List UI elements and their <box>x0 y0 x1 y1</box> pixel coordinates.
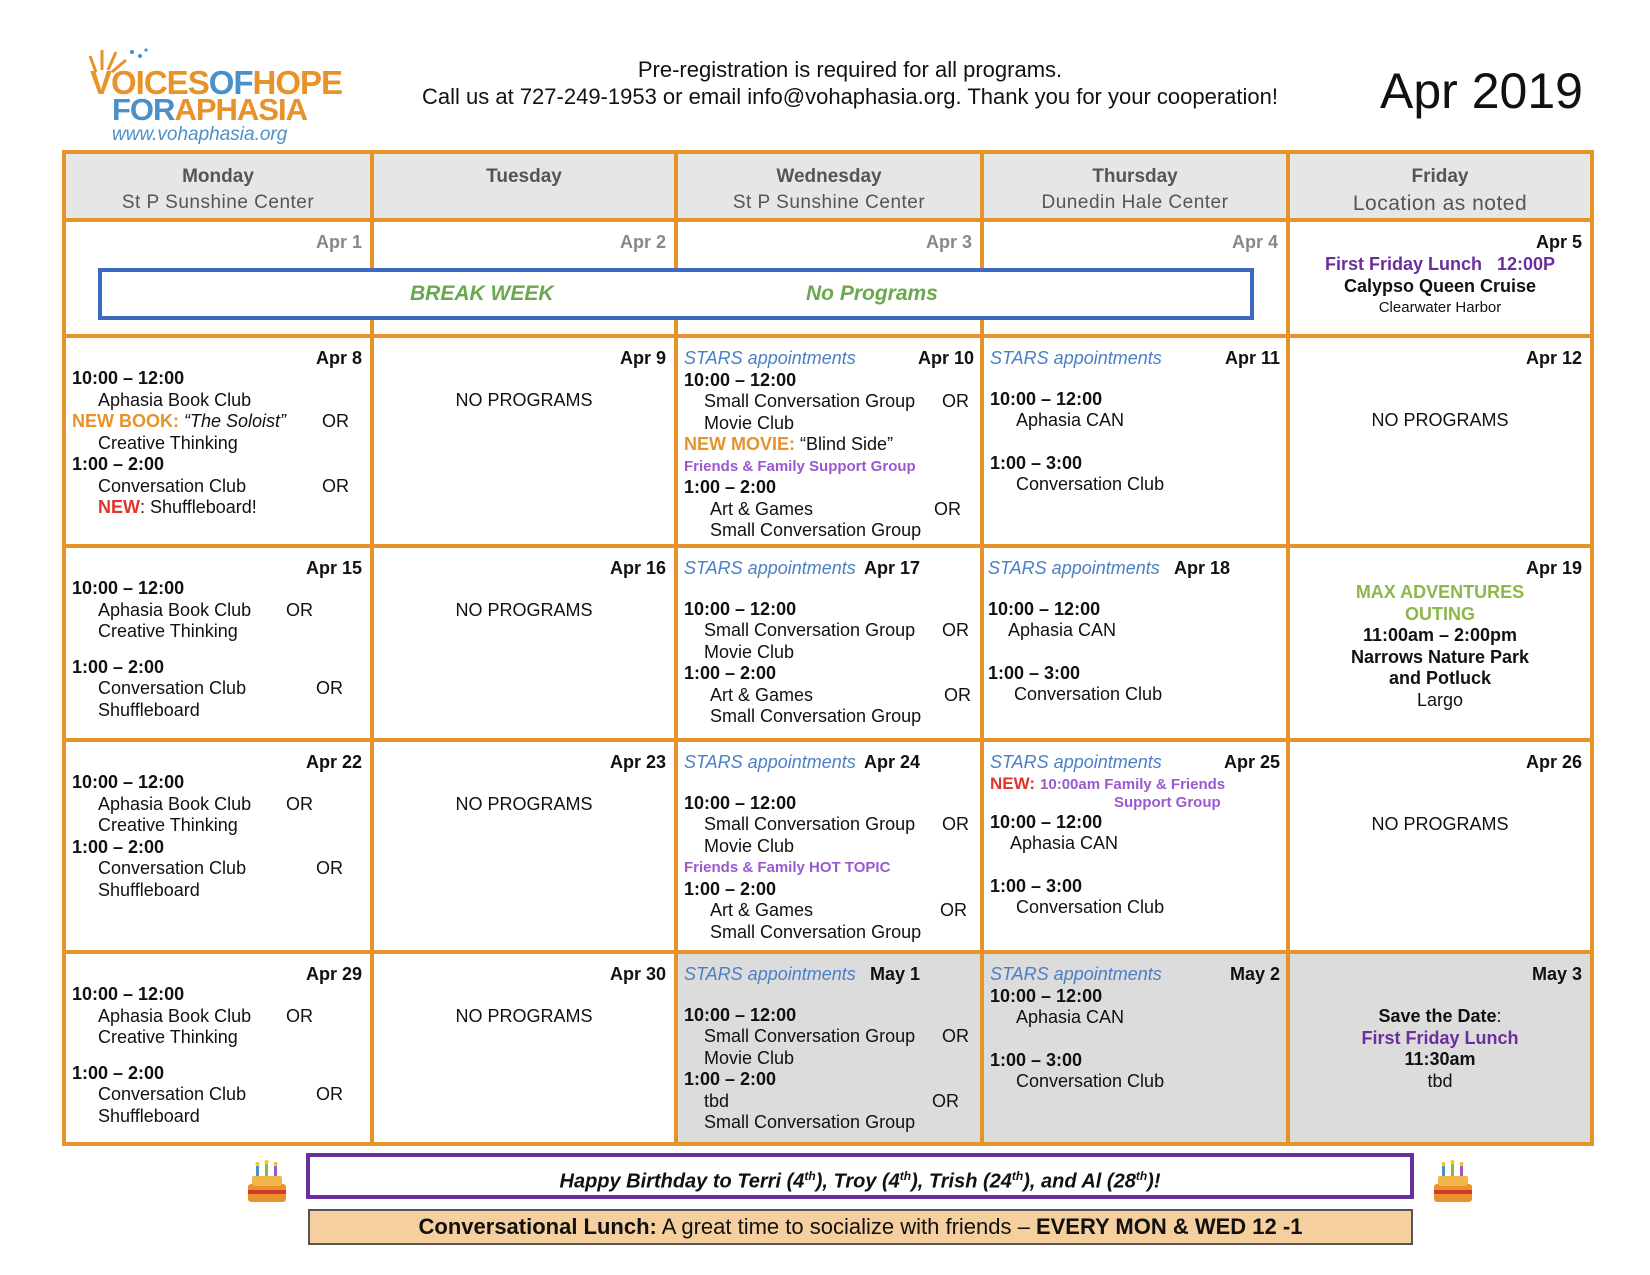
cell-apr1: Apr 1 <box>315 232 362 252</box>
cell-apr18: Apr 18 STARS appointments 10:00 – 12:00 Aphasia CAN 1:00 – 3:00 Conversation Club <box>988 558 1230 704</box>
notice-line-2: Call us at 727-249-1953 or email info@vohaphasia.org. Thank you for your cooperation! <box>422 84 1278 109</box>
cell-apr24: Apr 24 STARS appointments 10:00 – 12:00 Small Conversation Group OR Movie Club Friends & Family HOT TOPIC 1:00 – 2:00 Art & Games OR Small Conversation Group <box>684 752 969 942</box>
cell-may1: May 1 STARS appointments 10:00 – 12:00 Small Conversation Group OR Movie Club 1:00 – 2:00 tbd OR Small Conversation Group <box>684 964 969 1132</box>
logo-hope: HOPE <box>252 64 343 101</box>
cell-apr23: Apr 23 NO PROGRAMS <box>455 752 666 814</box>
cell-apr11: Apr 11 STARS appointments 10:00 – 12:00 Aphasia CAN 1:00 – 3:00 Conversation Club <box>990 348 1280 494</box>
cell-apr2: Apr 2 <box>619 232 666 252</box>
cell-apr26: Apr 26 NO PROGRAMS <box>1371 752 1582 834</box>
no-programs-label: No Programs <box>806 282 938 305</box>
logo-of: OF <box>208 64 253 101</box>
header-tuesday: Tuesday <box>374 154 674 218</box>
header-monday: Monday St P Sunshine Center <box>66 154 370 218</box>
cell-apr19: Apr 19 MAX ADVENTURES OUTING 11:00am – 2:00pm Narrows Nature Park and Potluck Largo <box>1350 558 1582 710</box>
cell-apr29: Apr 29 10:00 – 12:00 Aphasia Book Club OR Creative Thinking 1:00 – 2:00 Conversation Club OR Shuffleboard <box>72 964 362 1126</box>
break-week-banner <box>98 268 1254 320</box>
logo <box>86 42 376 146</box>
header-thursday: Thursday Dunedin Hale Center <box>984 154 1286 218</box>
cell-apr17: Apr 17 STARS appointments 10:00 – 12:00 Small Conversation Group OR Movie Club 1:00 – 2:00 Art & Games OR Small Conversation Group <box>684 558 971 726</box>
header-notice <box>400 56 1300 110</box>
cell-apr4: Apr 4 <box>1231 232 1278 252</box>
month-title: Apr 2019 <box>1380 63 1583 119</box>
header-friday: Friday Location as noted <box>1290 154 1590 218</box>
cell-may3: May 3 Save the Date: First Friday Lunch 11:30am tbd <box>1361 964 1582 1091</box>
logo-voices: VOICES <box>90 64 209 101</box>
cell-apr16: Apr 16 NO PROGRAMS <box>455 558 666 620</box>
cell-apr12: Apr 12 NO PROGRAMS <box>1371 348 1582 430</box>
break-week-label: BREAK WEEK <box>410 282 554 305</box>
cell-may2: May 2 STARS appointments 10:00 – 12:00 Aphasia CAN 1:00 – 3:00 Conversation Club <box>990 964 1280 1091</box>
birthday-banner: Happy Birthday to Terri (4th), Troy (4th), Trish (24th), and Al (28th)! <box>306 1153 1414 1199</box>
logo-url: www.vohaphasia.org <box>112 124 288 145</box>
cell-apr10: Apr 10 STARS appointments 10:00 – 12:00 Small Conversation Group OR Movie Club NEW MOVIE: “Blind Side” Friends & Family Support Group 1:00 – 2:00 Art & Games OR Small Conversation Group <box>684 348 974 540</box>
conversational-lunch-banner: Conversational Lunch: A great time to socialize with friends – EVERY MON & WED 12 -1 <box>308 1209 1413 1245</box>
cell-apr15: Apr 15 10:00 – 12:00 Aphasia Book Club OR Creative Thinking 1:00 – 2:00 Conversation Club OR Shuffleboard <box>72 558 362 720</box>
cell-apr25: Apr 25 STARS appointments NEW: 10:00am Family & Friends Support Group 10:00 – 12:00 Aphasia CAN 1:00 – 3:00 Conversation Club <box>990 752 1280 917</box>
cell-apr9: Apr 9 NO PROGRAMS <box>455 348 666 410</box>
header-wednesday: Wednesday St P Sunshine Center <box>678 154 980 218</box>
cell-apr8: Apr 8 10:00 – 12:00 Aphasia Book Club NEW BOOK: “The Soloist” OR Creative Thinking 1:00 – 2:00 Conversation Club OR NEW: Shuffleboard! <box>72 348 362 517</box>
cell-apr22: Apr 22 10:00 – 12:00 Aphasia Book Club OR Creative Thinking 1:00 – 2:00 Conversation Club OR Shuffleboard <box>72 752 362 900</box>
cell-apr5: Apr 5 First Friday Lunch 12:00P Calypso Queen Cruise Clearwater Harbor <box>1324 232 1582 316</box>
logo-for: FOR <box>112 92 175 127</box>
birthday-cake-icon <box>1430 1158 1476 1206</box>
birthday-cake-icon <box>244 1158 290 1206</box>
logo-aphasia: APHASIA <box>174 92 307 127</box>
cell-apr30: Apr 30 NO PROGRAMS <box>455 964 666 1026</box>
cell-apr3: Apr 3 <box>925 232 972 252</box>
notice-line-1: Pre-registration is required for all programs. <box>637 57 1063 82</box>
